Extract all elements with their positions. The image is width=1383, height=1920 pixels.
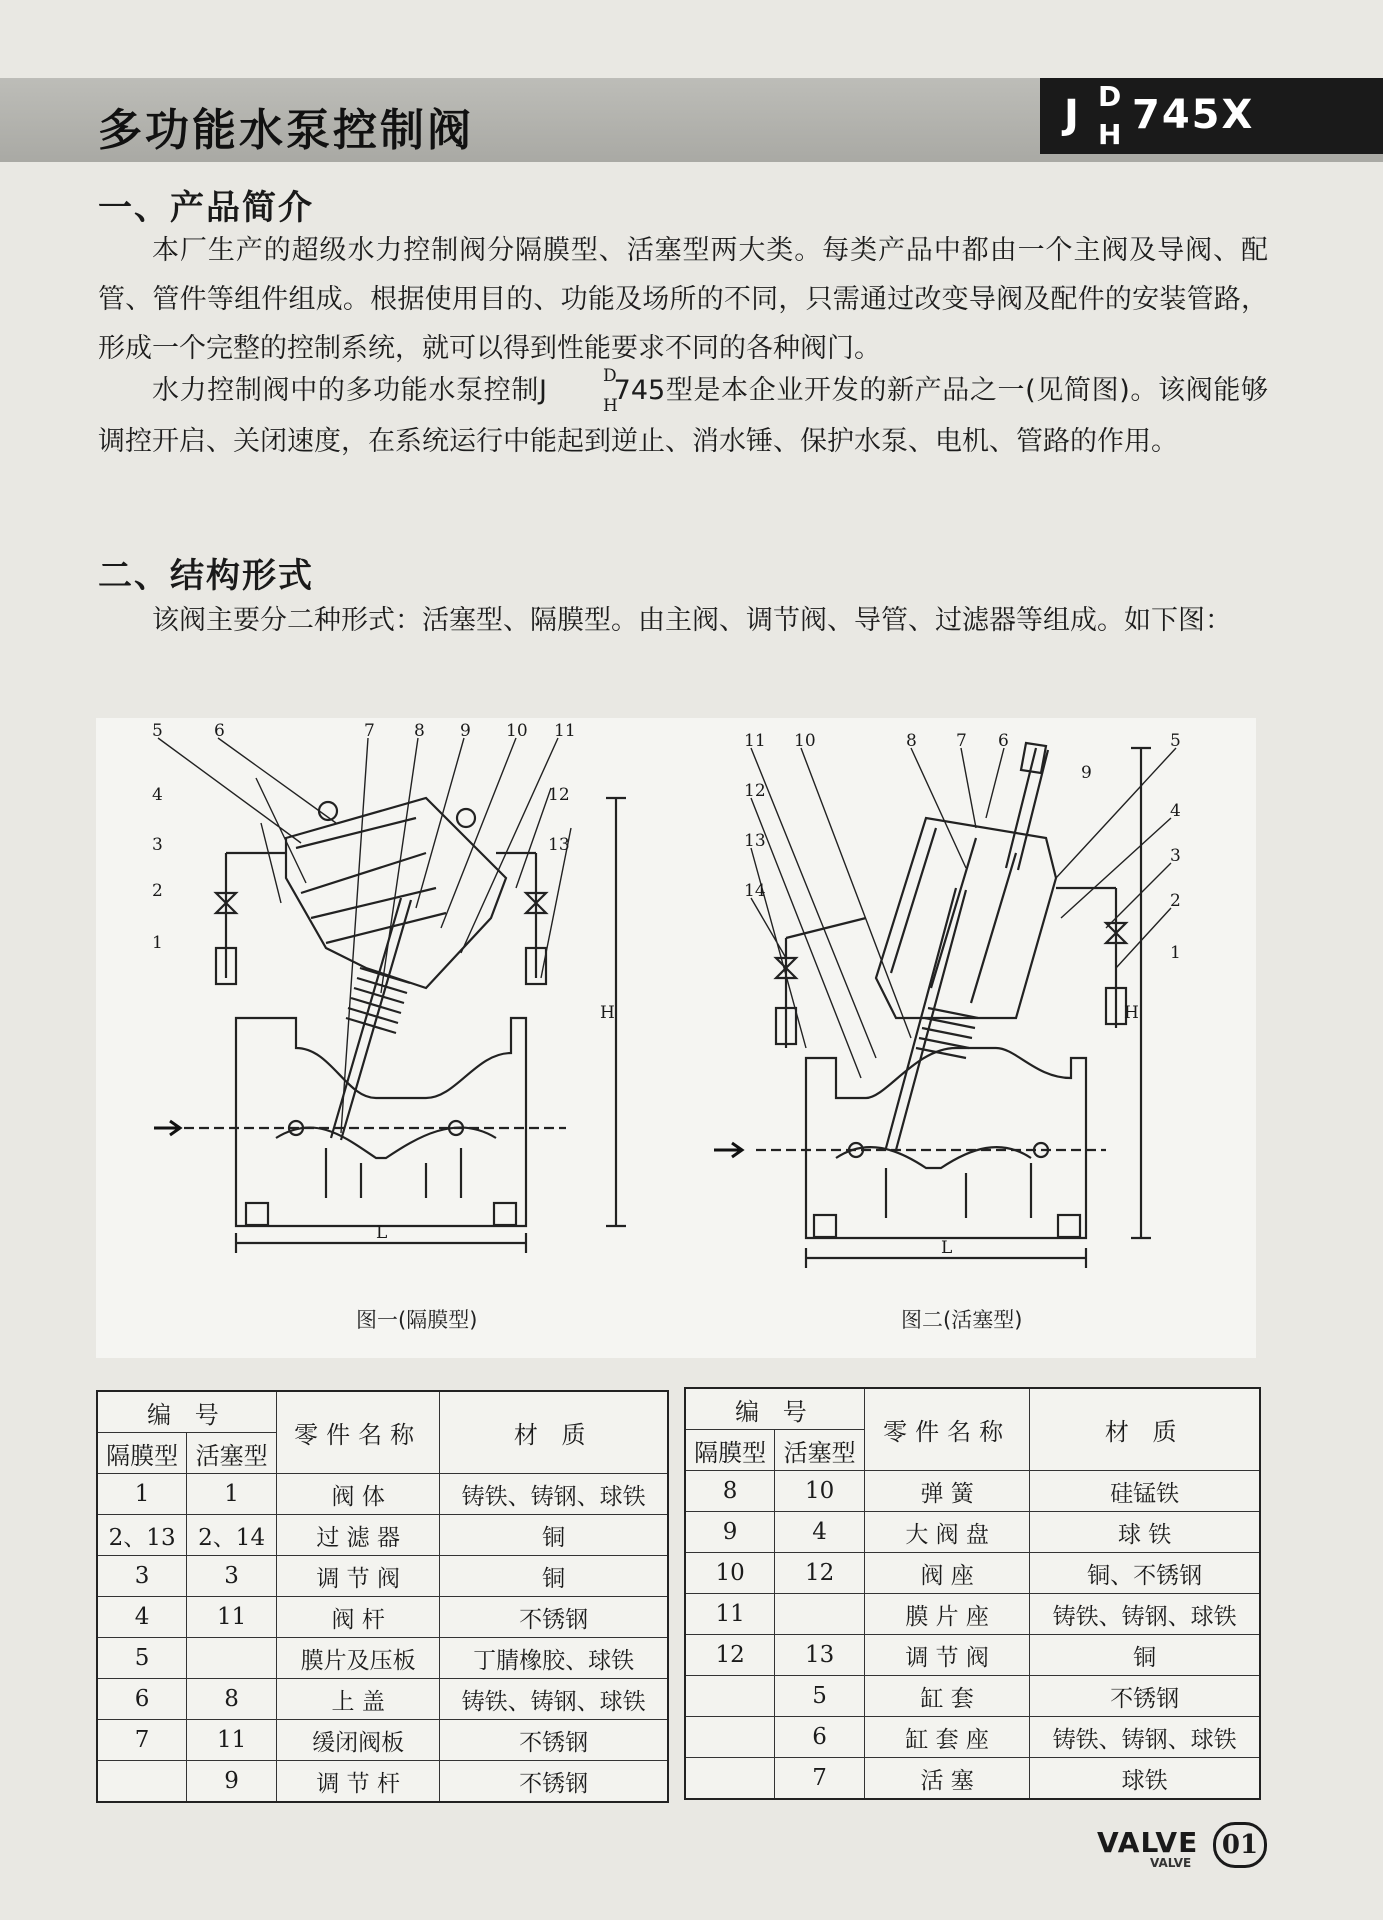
callout-1-7: 7 — [364, 721, 375, 741]
cell-part-name: 阀 座 — [864, 1553, 1029, 1594]
table-row — [97, 1597, 668, 1638]
th-piston: 活塞型 — [187, 1433, 277, 1474]
cell-part-name: 缸 套 座 — [864, 1717, 1029, 1758]
callout-2-9: 9 — [1081, 763, 1092, 783]
th-diaphragm-r: 隔膜型 — [685, 1430, 775, 1471]
cell-material: 球铁 — [1030, 1758, 1260, 1800]
cell-diaphragm-no — [685, 1676, 775, 1717]
cell-piston-no: 1 — [187, 1474, 277, 1515]
cell-piston-no: 11 — [187, 1720, 277, 1761]
flange-right-2 — [1058, 1215, 1080, 1237]
cylinder-2 — [876, 818, 1056, 1018]
table-row — [685, 1635, 1260, 1676]
callout-2-12: 12 — [744, 781, 766, 801]
cell-piston-no: 6 — [775, 1717, 865, 1758]
cell-diaphragm-no: 7 — [97, 1720, 187, 1761]
callout-2-5: 5 — [1170, 731, 1181, 751]
table-row — [97, 1556, 668, 1597]
body-ribs-1 — [326, 1148, 461, 1198]
parts-table-left — [96, 1390, 669, 1803]
cell-part-name: 大 阀 盘 — [864, 1512, 1029, 1553]
table-row — [97, 1720, 668, 1761]
th-number: 编 号 — [97, 1391, 277, 1433]
cell-diaphragm-no — [97, 1761, 187, 1803]
section-heading-structure: 二、结构形式 — [98, 556, 314, 596]
cell-part-name: 缸 套 — [864, 1676, 1029, 1717]
cell-piston-no — [775, 1594, 865, 1635]
body-ribs-2 — [886, 1163, 1031, 1218]
callout-2-3: 3 — [1170, 846, 1181, 866]
diagram-2-piston — [751, 743, 1176, 1268]
flange-left-2 — [814, 1215, 836, 1237]
cell-part-name: 调 节 阀 — [864, 1635, 1029, 1676]
callout-1-8: 8 — [414, 721, 425, 741]
table-row — [97, 1515, 668, 1556]
cell-material: 铜 — [440, 1515, 668, 1556]
cell-material: 铜 — [440, 1556, 668, 1597]
model-badge — [1040, 78, 1383, 154]
callout-1-1: 1 — [152, 933, 163, 953]
para2-text-b: 是本企业开发的新产品之一(见简图)。该阀能够调控开启、关闭速度，在系统运行中能起到逆止、消水锤、保护水泵、电机、管路的作用。 — [98, 375, 1268, 457]
callout-2-1: 1 — [1170, 943, 1181, 963]
table-row — [685, 1758, 1260, 1800]
cell-piston-no: 11 — [187, 1597, 277, 1638]
leader-lines-2 — [751, 748, 1176, 1078]
cell-piston-no: 3 — [187, 1556, 277, 1597]
section-heading-intro: 一、产品简介 — [98, 188, 314, 228]
cell-diaphragm-no: 11 — [685, 1594, 775, 1635]
cell-diaphragm-no: 12 — [685, 1635, 775, 1676]
cell-piston-no: 12 — [775, 1553, 865, 1594]
intro-paragraph-1: 本厂生产的超级水力控制阀分隔膜型、活塞型两大类。每类产品中都由一个主阀及导阀、配管、管件等组件组成。根据使用目的、功能及场所的不同，只需通过改变导阀及配件的安装管路，形成一个完整的控制系统，就可以得到性能要求不同的各种阀门。 — [98, 235, 1268, 364]
cell-material: 不锈钢 — [440, 1761, 668, 1803]
flange-left-1 — [246, 1203, 268, 1225]
intro-paragraph-2 — [98, 366, 1268, 466]
callout-1-9: 9 — [460, 721, 471, 741]
cell-part-name: 阀 杆 — [277, 1597, 440, 1638]
cell-part-name: 上 盖 — [277, 1679, 440, 1720]
th-part-name-r: 零件名称 — [864, 1388, 1029, 1471]
page-number: 01 — [1213, 1822, 1267, 1868]
callout-2-14: 14 — [744, 881, 766, 901]
callout-1-6: 6 — [214, 721, 225, 741]
cell-piston-no: 10 — [775, 1471, 865, 1512]
cell-diaphragm-no: 1 — [97, 1474, 187, 1515]
para2-text-a: 水力控制阀中的多功能水泵控制J — [152, 375, 547, 406]
table-row — [97, 1679, 668, 1720]
cell-piston-no: 2、14 — [187, 1515, 277, 1556]
spring-2 — [916, 1008, 978, 1058]
cell-part-name: 过 滤 器 — [277, 1515, 440, 1556]
table-row — [97, 1761, 668, 1803]
valve-drawings — [96, 718, 1256, 1358]
cell-diaphragm-no: 6 — [97, 1679, 187, 1720]
callout-1-4: 4 — [152, 785, 163, 805]
dim-label-h-1: H — [600, 1003, 615, 1023]
callout-2-13: 13 — [744, 831, 766, 851]
body-inner-1 — [276, 1128, 496, 1158]
callout-2-10: 10 — [794, 731, 816, 751]
para2-model: 745型 — [613, 375, 694, 406]
table-row — [685, 1594, 1260, 1635]
caption-fig1: 图一(隔膜型) — [356, 1308, 478, 1332]
footer-brand: VALVE — [1097, 1826, 1199, 1859]
cell-material: 丁腈橡胶、球铁 — [440, 1638, 668, 1679]
cell-material: 不锈钢 — [440, 1720, 668, 1761]
table-row — [685, 1676, 1260, 1717]
th-number-r: 编 号 — [685, 1388, 864, 1430]
th-part-name: 零件名称 — [277, 1391, 440, 1474]
left-table-body — [97, 1474, 668, 1803]
callout-2-2: 2 — [1170, 891, 1181, 911]
leader-lines-1 — [158, 738, 571, 1133]
pipe-right-1 — [496, 853, 536, 978]
right-table-body — [685, 1471, 1260, 1800]
cell-diaphragm-no: 5 — [97, 1638, 187, 1679]
callout-1-13: 13 — [548, 835, 570, 855]
flange-right-1 — [494, 1203, 516, 1225]
model-subscript-mark — [547, 366, 618, 417]
cell-diaphragm-no: 4 — [97, 1597, 187, 1638]
callout-2-4: 4 — [1170, 801, 1181, 821]
dim-label-l-1: L — [376, 1223, 388, 1243]
cylinder-lines-2 — [891, 828, 1016, 1003]
cell-piston-no: 5 — [775, 1676, 865, 1717]
valve-body-1 — [236, 1018, 526, 1226]
cell-diaphragm-no: 3 — [97, 1556, 187, 1597]
cell-piston-no: 4 — [775, 1512, 865, 1553]
th-piston-r: 活塞型 — [775, 1430, 865, 1471]
structure-paragraph: 该阀主要分二种形式：活塞型、隔膜型。由主阀、调节阀、导管、过滤器等组成。如下图： — [152, 605, 1232, 636]
callout-1-12: 12 — [548, 785, 570, 805]
cell-diaphragm-no — [685, 1717, 775, 1758]
dim-label-h-2: H — [1124, 1003, 1139, 1023]
callout-2-11: 11 — [744, 731, 766, 751]
model-prefix: J — [1064, 92, 1079, 138]
cell-piston-no: 13 — [775, 1635, 865, 1676]
parts-table-right — [684, 1387, 1261, 1800]
callout-2-6: 6 — [998, 731, 1009, 751]
cell-material: 铸铁、铸钢、球铁 — [440, 1474, 668, 1515]
model-sup: D — [1098, 80, 1122, 113]
flow-arrow-2 — [714, 1143, 742, 1157]
table-row — [685, 1512, 1260, 1553]
cell-material: 铜 — [1030, 1635, 1260, 1676]
cell-piston-no: 9 — [187, 1761, 277, 1803]
subscript-d: D — [602, 366, 617, 386]
subscript-h: H — [602, 396, 618, 416]
callout-2-7: 7 — [956, 731, 967, 751]
table-row — [97, 1638, 668, 1679]
cell-part-name: 弹 簧 — [864, 1471, 1029, 1512]
footer-brand-small: VALVE — [1150, 1856, 1192, 1870]
cell-part-name: 调 节 杆 — [277, 1761, 440, 1803]
cell-diaphragm-no: 10 — [685, 1553, 775, 1594]
cell-piston-no — [187, 1638, 277, 1679]
cell-material: 不锈钢 — [440, 1597, 668, 1638]
callout-1-10: 10 — [506, 721, 528, 741]
flow-arrow-1 — [154, 1121, 180, 1135]
cell-part-name: 膜 片 座 — [864, 1594, 1029, 1635]
pipe-left-2 — [786, 918, 866, 1048]
cell-material: 不锈钢 — [1030, 1676, 1260, 1717]
cell-part-name: 阀 体 — [277, 1474, 440, 1515]
cell-part-name: 缓闭阀板 — [277, 1720, 440, 1761]
cell-diaphragm-no: 9 — [685, 1512, 775, 1553]
table-row — [97, 1474, 668, 1515]
cell-material: 铜、不锈钢 — [1030, 1553, 1260, 1594]
callout-1-11: 11 — [554, 721, 576, 741]
cell-diaphragm-no — [685, 1758, 775, 1800]
cell-part-name: 调 节 阀 — [277, 1556, 440, 1597]
table-row — [685, 1553, 1260, 1594]
valve-diagram-panel — [96, 718, 1256, 1358]
cell-material: 硅锰铁 — [1030, 1471, 1260, 1512]
cell-part-name: 活 塞 — [864, 1758, 1029, 1800]
dim-h-2 — [1131, 748, 1151, 1238]
cell-part-name: 膜片及压板 — [277, 1638, 440, 1679]
table-row — [685, 1471, 1260, 1512]
cell-material: 球 铁 — [1030, 1512, 1260, 1553]
cell-diaphragm-no: 2、13 — [97, 1515, 187, 1556]
cell-piston-no: 8 — [187, 1679, 277, 1720]
cell-piston-no: 7 — [775, 1758, 865, 1800]
diagram-1-diaphragm — [158, 738, 626, 1253]
model-number: 745X — [1132, 92, 1255, 138]
caption-fig2: 图二(活塞型) — [901, 1308, 1023, 1332]
dim-label-l-2: L — [941, 1238, 953, 1258]
table-row — [685, 1717, 1260, 1758]
bolt-1b — [457, 809, 475, 827]
adjust-rod-2 — [1006, 743, 1048, 870]
callout-1-5: 5 — [152, 721, 163, 741]
th-diaphragm: 隔膜型 — [97, 1433, 187, 1474]
page-title: 多功能水泵控制阀 — [98, 105, 474, 156]
cell-material: 铸铁、铸钢、球铁 — [440, 1679, 668, 1720]
cell-material: 铸铁、铸钢、球铁 — [1030, 1594, 1260, 1635]
cell-material: 铸铁、铸钢、球铁 — [1030, 1717, 1260, 1758]
cell-diaphragm-no: 8 — [685, 1471, 775, 1512]
callout-2-8: 8 — [906, 731, 917, 751]
th-material-r: 材 质 — [1030, 1388, 1260, 1471]
model-sub: H — [1098, 118, 1122, 151]
callout-1-3: 3 — [152, 835, 163, 855]
callout-1-2: 2 — [152, 881, 163, 901]
th-material: 材 质 — [440, 1391, 668, 1474]
